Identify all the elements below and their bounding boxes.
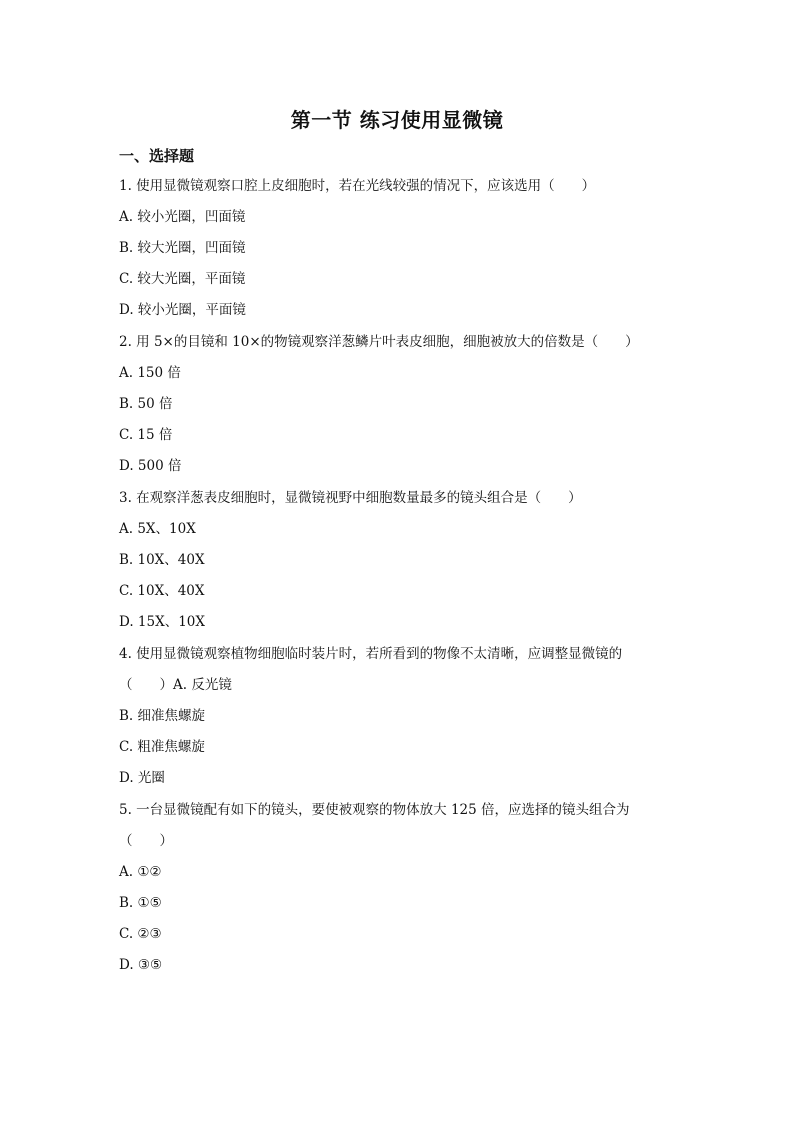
question-2-option-b: B. 50 倍 <box>119 396 173 412</box>
question-2-option-c: C. 15 倍 <box>119 427 173 443</box>
question-1-option-d: D. 较小光圈，平面镜 <box>119 302 246 318</box>
question-3-option-c: C. 10X、40X <box>119 583 205 599</box>
question-1-option-c: C. 较大光圈，平面镜 <box>119 271 246 287</box>
question-4-option-c: C. 粗准焦螺旋 <box>119 739 205 755</box>
question-4-option-b: B. 细准焦螺旋 <box>119 708 206 724</box>
section-heading: 一、选择题 <box>119 147 195 165</box>
question-5-option-c: C. ②③ <box>119 926 162 942</box>
question-2-option-d: D. 500 倍 <box>119 458 182 474</box>
question-3-option-b: B. 10X、40X <box>119 552 205 568</box>
question-4-option-d: D. 光圈 <box>119 770 165 786</box>
question-4-continuation-option-a: （ ）A. 反光镜 <box>119 677 232 693</box>
question-2-option-a: A. 150 倍 <box>119 365 181 381</box>
question-5-continuation: （ ） <box>119 833 173 849</box>
question-5-text: 5. 一台显微镜配有如下的镜头，要使被观察的物体放大 125 倍，应选择的镜头组合为 <box>119 802 630 818</box>
question-1-text: 1. 使用显微镜观察口腔上皮细胞时，若在光线较强的情况下，应该选用（ ） <box>119 178 596 194</box>
question-1-option-a: A. 较小光圈，凹面镜 <box>119 209 246 225</box>
question-3-option-d: D. 15X、10X <box>119 614 206 630</box>
question-3-option-a: A. 5X、10X <box>119 521 196 537</box>
question-5-option-b: B. ①⑤ <box>119 895 162 911</box>
page-title: 第一节 练习使用显微镜 <box>290 108 504 132</box>
question-4-text: 4. 使用显微镜观察植物细胞临时装片时，若所看到的物像不太清晰，应调整显微镜的 <box>119 646 623 662</box>
question-3-text: 3. 在观察洋葱表皮细胞时，显微镜视野中细胞数量最多的镜头组合是（ ） <box>119 490 582 506</box>
question-5-option-a: A. ①② <box>119 864 162 880</box>
question-2-text: 2. 用 5×的目镜和 10×的物镜观察洋葱鳞片叶表皮细胞，细胞被放大的倍数是（ ） <box>119 334 639 350</box>
question-1-option-b: B. 较大光圈，凹面镜 <box>119 240 246 256</box>
question-5-option-d: D. ③⑤ <box>119 957 163 973</box>
